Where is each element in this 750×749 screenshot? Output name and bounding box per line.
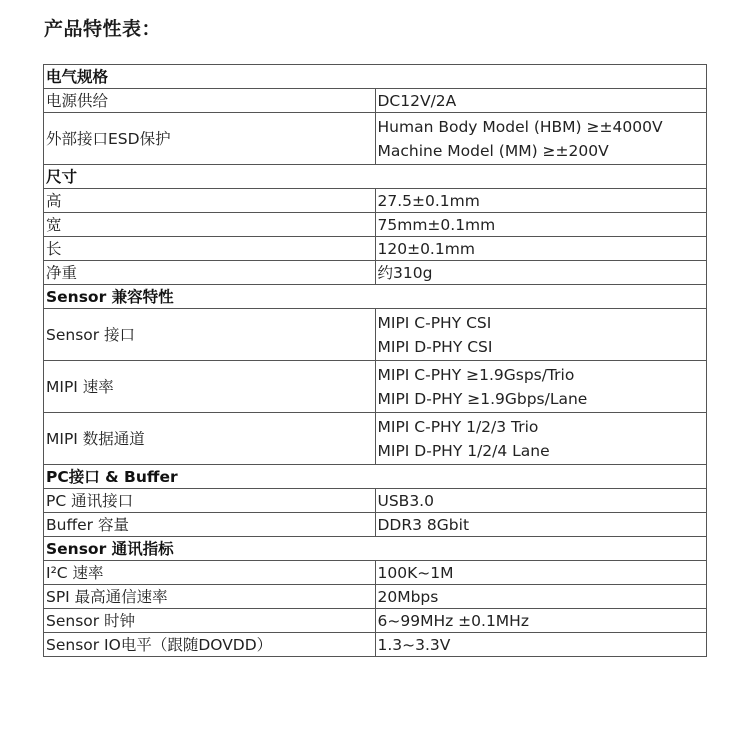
spec-value: MIPI C-PHY ≥1.9Gsps/Trio xyxy=(377,366,575,384)
spec-value: MIPI D-PHY ≥1.9Gbps/Lane xyxy=(377,390,588,408)
spec-value: USB3.0 xyxy=(377,492,434,510)
spec-value: 6~99MHz ±0.1MHz xyxy=(377,612,529,630)
table-row xyxy=(44,309,707,361)
spec-label: Buffer 容量 xyxy=(44,513,376,537)
spec-value: 100K~1M xyxy=(377,564,454,582)
spec-value-cell xyxy=(375,513,707,537)
table-row xyxy=(44,513,707,537)
table-row xyxy=(44,585,707,609)
spec-value: Machine Model (MM) ≥±200V xyxy=(377,142,609,160)
table-row xyxy=(44,189,707,213)
spec-label: 宽 xyxy=(44,213,376,237)
spec-value: MIPI C-PHY CSI xyxy=(377,314,492,332)
spec-value-cell xyxy=(375,413,707,465)
table-row xyxy=(44,633,707,657)
spec-value-cell xyxy=(375,489,707,513)
spec-label: 外部接口ESD保护 xyxy=(44,113,376,165)
table-row xyxy=(44,489,707,513)
spec-label: MIPI 数据通道 xyxy=(44,413,376,465)
section-header-row xyxy=(44,165,707,189)
spec-value-cell xyxy=(375,261,707,285)
spec-label: Sensor IO电平（跟随DOVDD） xyxy=(44,633,376,657)
table-row xyxy=(44,261,707,285)
spec-value: 约310g xyxy=(377,264,433,282)
table-row xyxy=(44,609,707,633)
spec-value: 20Mbps xyxy=(377,588,439,606)
spec-value: 75mm±0.1mm xyxy=(377,216,496,234)
page-title: 产品特性表： xyxy=(44,18,162,40)
spec-label: I²C 速率 xyxy=(44,561,376,585)
section-header-row xyxy=(44,65,707,89)
section-title: Sensor 通讯指标 xyxy=(44,537,707,561)
spec-table xyxy=(43,64,707,657)
spec-label: 高 xyxy=(44,189,376,213)
spec-value: 1.3~3.3V xyxy=(377,636,451,654)
table-row xyxy=(44,561,707,585)
spec-value: Human Body Model (HBM) ≥±4000V xyxy=(377,118,663,136)
spec-value-cell xyxy=(375,361,707,413)
table-row xyxy=(44,237,707,261)
spec-value: MIPI D-PHY 1/2/4 Lane xyxy=(377,442,550,460)
spec-value-cell xyxy=(375,609,707,633)
section-title: Sensor 兼容特性 xyxy=(44,285,707,309)
spec-value-cell xyxy=(375,237,707,261)
section-title: PC接口 & Buffer xyxy=(44,465,707,489)
table-row xyxy=(44,213,707,237)
section-title: 尺寸 xyxy=(44,165,707,189)
spec-label: MIPI 速率 xyxy=(44,361,376,413)
spec-value-cell xyxy=(375,213,707,237)
spec-value-cell xyxy=(375,89,707,113)
section-header-row xyxy=(44,285,707,309)
spec-value: 27.5±0.1mm xyxy=(377,192,480,210)
table-row xyxy=(44,361,707,413)
section-header-row xyxy=(44,465,707,489)
spec-table-body xyxy=(44,65,707,657)
spec-label: 电源供给 xyxy=(44,89,376,113)
table-row xyxy=(44,89,707,113)
table-row xyxy=(44,413,707,465)
spec-value-cell xyxy=(375,585,707,609)
section-title: 电气规格 xyxy=(44,65,707,89)
spec-value: 120±0.1mm xyxy=(377,240,475,258)
spec-label: 净重 xyxy=(44,261,376,285)
spec-label: Sensor 接口 xyxy=(44,309,376,361)
spec-label: PC 通讯接口 xyxy=(44,489,376,513)
spec-value: MIPI D-PHY CSI xyxy=(377,338,493,356)
spec-label: Sensor 时钟 xyxy=(44,609,376,633)
section-header-row xyxy=(44,537,707,561)
spec-label: SPI 最高通信速率 xyxy=(44,585,376,609)
spec-value: DC12V/2A xyxy=(377,92,457,110)
spec-value: MIPI C-PHY 1/2/3 Trio xyxy=(377,418,539,436)
spec-value-cell xyxy=(375,189,707,213)
spec-value-cell xyxy=(375,309,707,361)
table-row xyxy=(44,113,707,165)
spec-value-cell xyxy=(375,561,707,585)
spec-value-cell xyxy=(375,113,707,165)
spec-value-cell xyxy=(375,633,707,657)
spec-value: DDR3 8Gbit xyxy=(377,516,470,534)
spec-label: 长 xyxy=(44,237,376,261)
